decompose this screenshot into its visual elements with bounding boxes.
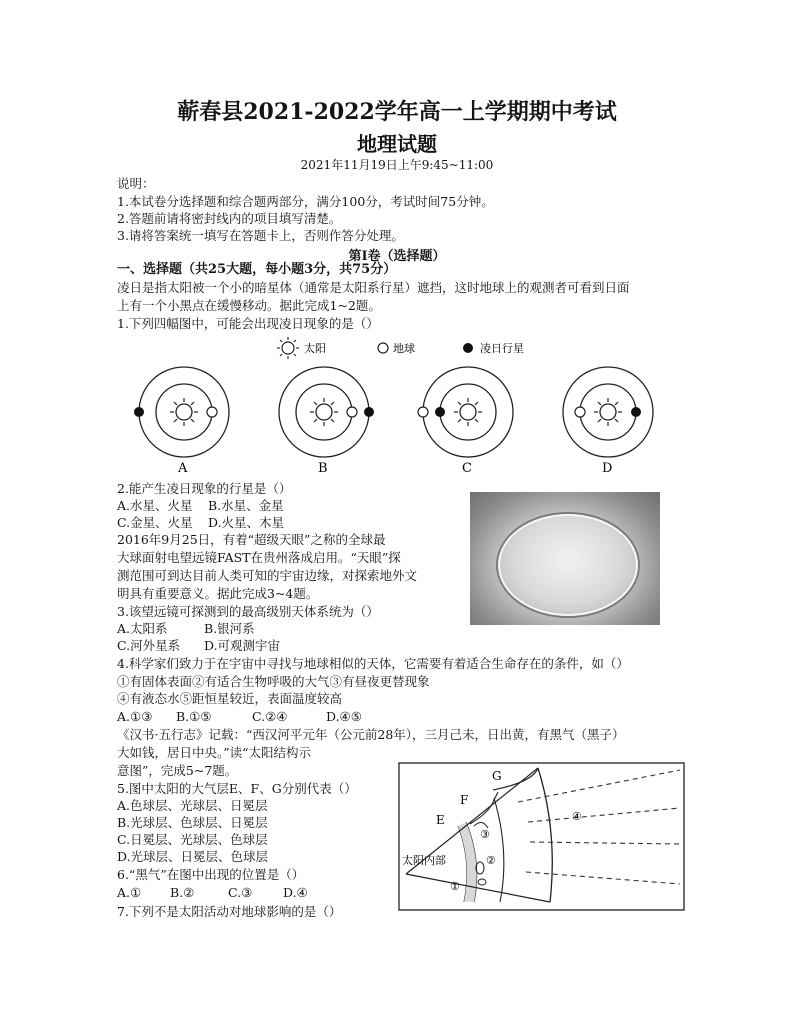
exam-time: 2021年11月19日上午9:45~11:00 [300,158,494,172]
part-title: 第Ⅰ卷（选择题） [348,249,446,264]
intro-line: 2016年9月25日，有着“超级天眼”之称的全球最 [117,532,386,547]
sun-structure-diagram [398,762,686,912]
option: A.色球层、光球层、日冕层 [117,798,268,813]
intro-line: 上有一个小黑点在缓慢移动。据此完成1~2题。 [117,298,381,313]
label-sun-interior: 太阳内部 [402,854,446,867]
mark-1: ① [450,880,460,893]
question-1: 1.下列四幅图中，可能会出现凌日现象的是（） [117,316,379,331]
diagram-label: D [602,461,613,476]
earth-marker [418,407,428,417]
option: C.金星、火星 [117,515,193,530]
earth-icon [378,343,388,353]
question-7: 7.下列不是太阳活动对地球影响的是（） [117,904,342,919]
note-item: 1.本试卷分选择题和综合题两部分，满分100分，考试时间75分钟。 [117,194,494,209]
fast-telescope-photo [470,492,660,625]
exam-title: 蕲春县2021-2022学年高一上学期期中考试 [177,99,617,125]
option: C.③ [228,885,253,900]
planet-marker [435,407,445,417]
q4-line: ④有液态水⑤距恒星较近，表面温度较高 [117,691,343,706]
legend [270,336,530,360]
question-2: 2.能产生凌日现象的行星是（） [117,481,292,496]
intro-line: 测范围可到达目前人类可知的宇宙边缘，对探索地外文 [117,568,418,583]
diagram-label: A [178,461,188,476]
planet-marker [631,407,641,417]
option: B.② [170,885,195,900]
notes-heading: 说明： [117,176,155,191]
earth-marker [575,407,585,417]
diagram-c [418,367,513,476]
option: D.光球层、日冕层、色球层 [117,849,269,864]
option: D.可观测宇宙 [204,638,281,653]
section-title: 一、选择题（共25大题，每小题3分，共75分） [117,262,397,277]
option: C.②④ [252,709,288,724]
option: C.河外星系 [117,638,181,653]
question-4: 4.科学家们致力于在宇宙中寻找与地球相似的天体，它需要有着适合生命存在的条件，如（） [117,656,629,671]
planet-marker [364,407,374,417]
transit-diagrams [118,362,678,482]
sun-icon [277,337,299,359]
diagram-label: B [318,461,328,476]
option: A.太阳系 [117,621,168,636]
intro-line: 明具有重要意义。据此完成3~4题。 [117,586,319,601]
mark-4: ④ [572,810,582,823]
exam-subtitle: 地理试题 [357,132,437,156]
option: D.火星、木星 [208,515,285,530]
mark-2: ② [486,854,496,867]
planet-icon [463,343,473,353]
option: B.银河系 [204,621,255,636]
label-e: E [436,813,445,827]
earth-marker [347,407,357,417]
option: A.① [117,885,142,900]
option: A.①③ [117,709,153,724]
option: C.日冕层、光球层、色球层 [117,832,268,847]
legend-sun-label: 太阳 [304,342,326,355]
planet-marker [134,407,144,417]
label-g: G [492,769,502,783]
label-f: F [460,793,469,807]
intro-line: 意图”，完成5~7题。 [117,763,238,778]
diagram-b [279,367,374,476]
question-6: 6.“黑气”在图中出现的位置是（） [117,867,305,882]
note-item: 3.请将答案统一填写在答题卡上，否则作答分处理。 [117,228,404,243]
option: D.④⑤ [326,709,362,724]
earth-marker [207,407,217,417]
diagram-a [134,367,229,476]
diagram-label: C [462,461,472,476]
option: A.水星、火星 [117,498,193,513]
intro-line: 《汉书·五行志》记载：“西汉河平元年（公元前28年），三月己未，日出黄，有黑气（黑子） [117,727,625,742]
diagram-d [563,367,653,476]
intro-line: 大球面射电望远镜FAST在贵州落成启用。“天眼”探 [117,550,401,565]
intro-line: 凌日是指太阳被一个小的暗星体（通常是太阳系行星）遮挡，这时地球上的观测者可看到日面 [117,280,630,295]
option: B.水星、金星 [208,498,284,513]
note-item: 2.答题前请将密封线内的项目填写清楚。 [117,211,342,226]
intro-line: 大如钱，居日中央。”读“太阳结构示 [117,745,312,760]
option: D.④ [283,885,308,900]
legend-planet-label: 凌日行星 [480,342,524,355]
option: B.①⑤ [176,709,212,724]
option: B.光球层、色球层、日冕层 [117,815,268,830]
question-5: 5.图中太阳的大气层E、F、G分别代表（） [117,781,357,796]
mark-3: ③ [480,828,490,841]
legend-earth-label: 地球 [393,342,415,355]
q4-line: ①有固体表面②有适合生物呼吸的大气③有昼夜更替现象 [117,674,430,689]
question-3: 3.该望远镜可探测到的最高级别天体系统为（） [117,604,379,619]
